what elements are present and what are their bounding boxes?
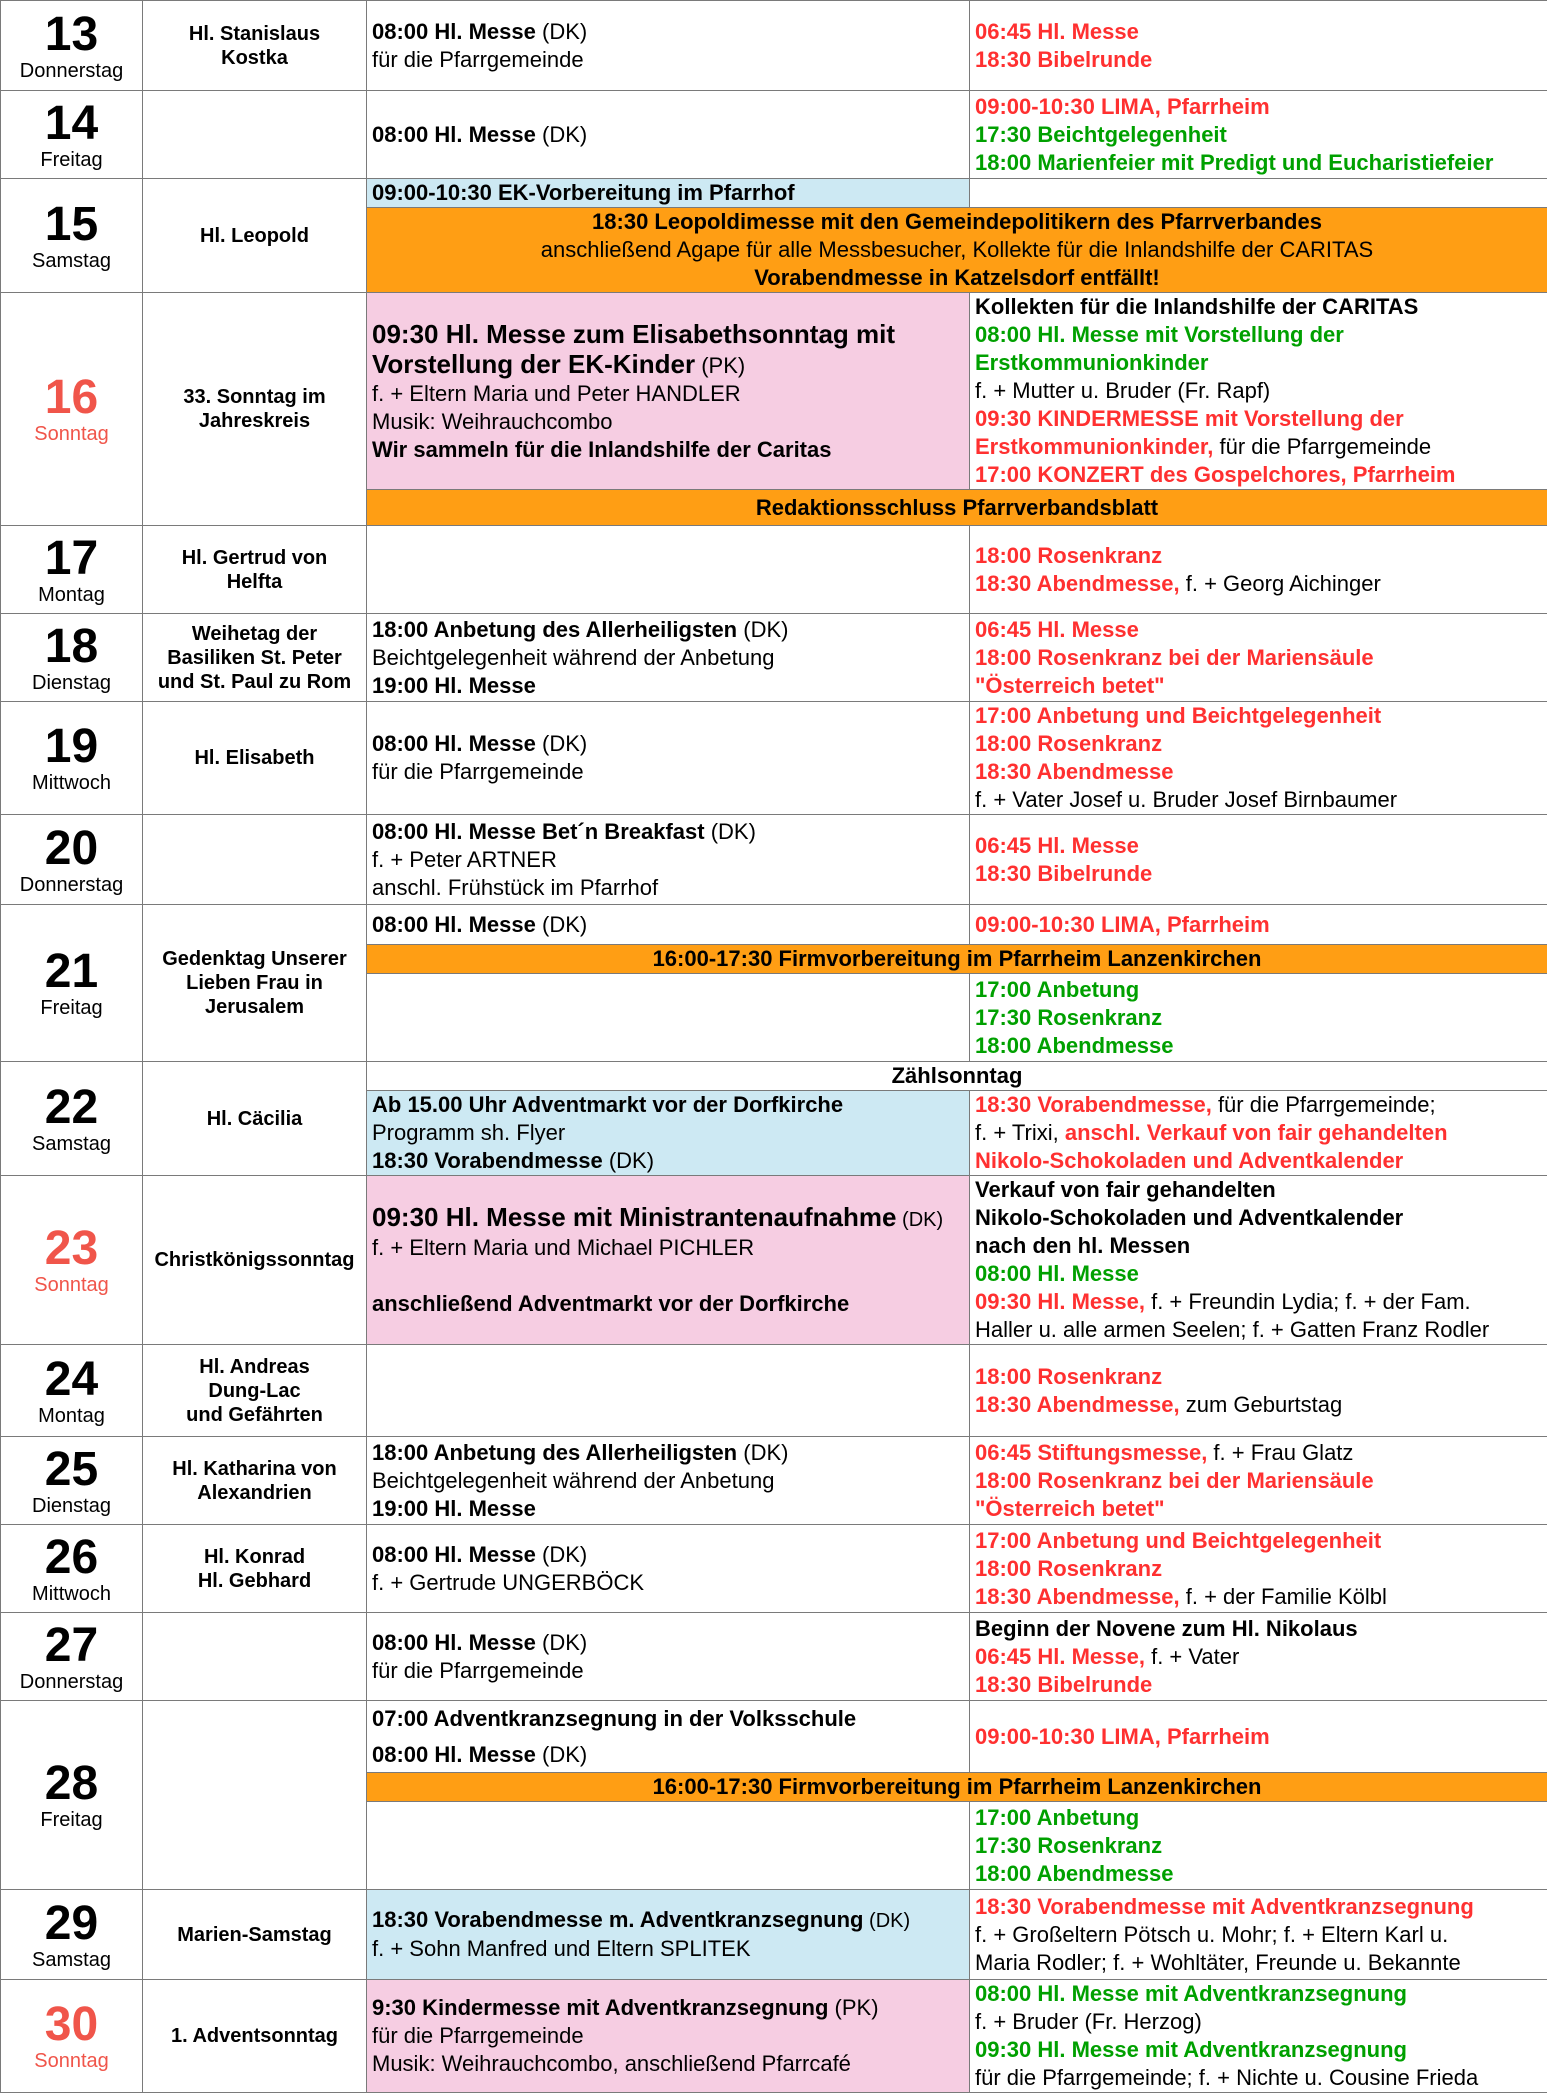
weekday: Samstag [1,250,142,272]
day-number: 21 [1,947,142,997]
entry: 08:00 Hl. Messe (DK) [372,1629,964,1657]
entry: nach den hl. Messen [975,1232,1542,1260]
entry: 18:30 Bibelrunde [975,46,1542,74]
entry: Musik: Weihrauchcombo [372,408,964,436]
day-number: 23 [1,1224,142,1274]
entry: 18:30 Bibelrunde [975,1671,1542,1699]
entry: 18:30 Vorabendmesse m. Adventkranzsegnung (DK) [372,1906,964,1935]
katzelsdorf-cell [970,179,1547,208]
date-cell [1,1613,143,1701]
weekday: Montag [1,1405,142,1427]
entry: 9:30 Kindermesse mit Adventkranzsegnung (PK) [372,1994,964,2022]
feast-line: Helfta [145,570,364,594]
katzelsdorf-cell [970,1176,1547,1345]
entry: 18:30 Abendmesse, zum Geburtstag [975,1391,1542,1419]
katzelsdorf-cell [970,1345,1547,1437]
entry: 07:00 Adventkranzsegnung in der Volksschule [372,1705,964,1733]
entry: 18:00 Rosenkranz bei der Mariensäule [975,1467,1542,1495]
shared-event-cell [367,1062,1547,1091]
date-cell [1,1345,143,1437]
entry: 18:00 Rosenkranz [975,1555,1542,1583]
weekday: Donnerstag [1,1671,142,1693]
entry: Redaktionsschluss Pfarrverbandsblatt [372,494,1542,522]
feast-line: und St. Paul zu Rom [145,670,364,694]
feast-line: Kostka [145,46,364,70]
lanzenkirchen-cell [367,702,970,815]
row-24 [1,1345,1547,1437]
entry: Vorabendmesse in Katzelsdorf entfällt! [372,264,1542,292]
katzelsdorf-cell [970,293,1547,490]
entry: 09:30 Hl. Messe, f. + Freundin Lydia; f. + der Fam. [975,1288,1542,1316]
feast-line: Alexandrien [145,1481,364,1505]
day-number: 16 [1,373,142,423]
weekday: Sonntag [1,2050,142,2072]
entry: 06:45 Hl. Messe [975,616,1542,644]
day-number: 14 [1,99,142,149]
entry: 18:00 Rosenkranz [975,542,1542,570]
weekday: Mittwoch [1,1583,142,1605]
entry: Maria Rodler; f. + Wohltäter, Freunde u. Bekannte [975,1949,1542,1977]
feast-line: Jahreskreis [145,409,364,433]
row-30 [1,1980,1547,2093]
date-cell [1,293,143,526]
feast-cell [143,1437,367,1525]
row-27 [1,1613,1547,1701]
day-number: 13 [1,10,142,60]
katzelsdorf-cell [970,614,1547,702]
feast-line: Hl. Andreas [145,1355,364,1379]
entry: für die Pfarrgemeinde [372,758,964,786]
entry: 18:30 Leopoldimesse mit den Gemeindepolitikern des Pfarrverbandes [372,208,1542,236]
date-cell [1,1176,143,1345]
date-cell [1,526,143,614]
entry: 16:00-17:30 Firmvorbereitung im Pfarrheim Lanzenkirchen [372,945,1542,973]
lanzenkirchen-cell [367,905,970,945]
entry: Erstkommunionkinder [975,349,1542,377]
date-cell [1,179,143,293]
entry: Beichtgelegenheit während der Anbetung [372,644,964,672]
katzelsdorf-cell [970,1701,1547,1773]
lanzenkirchen-cell [367,1525,970,1613]
day-number: 28 [1,1759,142,1809]
day-number: 18 [1,622,142,672]
entry: 09:30 Hl. Messe zum Elisabethsonntag mit [372,319,964,349]
entry: anschl. Frühstück im Pfarrhof [372,874,964,902]
entry: Musik: Weihrauchcombo, anschließend Pfarrcafé [372,2050,964,2078]
entry: 18:00 Anbetung des Allerheiligsten (DK) [372,1439,964,1467]
entry: 18:30 Abendmesse, f. + Georg Aichinger [975,570,1542,598]
lanzenkirchen-cell [367,1091,970,1176]
feast-line: Gedenktag Unserer [145,947,364,971]
entry: 09:00-10:30 LIMA, Pfarrheim [975,1723,1542,1751]
date-cell [1,1701,143,1890]
entry: Verkauf von fair gehandelten [975,1176,1542,1204]
row-19 [1,702,1547,815]
katzelsdorf-cell [970,1802,1547,1890]
row-18 [1,614,1547,702]
lanzenkirchen-cell [367,1345,970,1437]
day-number: 19 [1,722,142,772]
date-cell [1,1525,143,1613]
katzelsdorf-cell [970,815,1547,905]
date-cell [1,1980,143,2093]
weekday: Donnerstag [1,60,142,82]
feast-cell [143,1345,367,1437]
row-25 [1,1437,1547,1525]
entry: für die Pfarrgemeinde [372,2022,964,2050]
entry: 17:30 Rosenkranz [975,1004,1542,1032]
feast-line: Hl. Gertrud von [145,546,364,570]
entry: 06:45 Hl. Messe [975,832,1542,860]
entry: f. + Peter ARTNER [372,846,964,874]
entry: anschließend Agape für alle Messbesucher, Kollekte für die Inlandshilfe der CARITAS [372,236,1542,264]
katzelsdorf-cell [970,1890,1547,1980]
weekday: Donnerstag [1,874,142,896]
entry: f. + Sohn Manfred und Eltern SPLITEK [372,1935,964,1963]
entry: 18:30 Vorabendmesse (DK) [372,1147,964,1175]
feast-line: Hl. Leopold [145,224,364,248]
feast-cell [143,1701,367,1890]
entry: 17:00 Anbetung und Beichtgelegenheit [975,1527,1542,1555]
day-number: 25 [1,1445,142,1495]
lanzenkirchen-cell [367,1701,970,1773]
weekday: Samstag [1,1133,142,1155]
feast-cell [143,1,367,91]
entry: 17:00 Anbetung [975,976,1542,1004]
row-20 [1,815,1547,905]
feast-cell [143,1890,367,1980]
row-17 [1,526,1547,614]
feast-line: 1. Adventsonntag [145,2024,364,2048]
row-23 [1,1176,1547,1345]
entry: 09:00-10:30 EK-Vorbereitung im Pfarrhof [372,179,964,207]
weekday: Montag [1,584,142,606]
lanzenkirchen-cell [367,614,970,702]
entry: Vorstellung der EK-Kinder (PK) [372,349,964,380]
feast-cell [143,91,367,179]
day-number: 20 [1,824,142,874]
weekday: Freitag [1,997,142,1019]
date-cell [1,1062,143,1176]
entry: f. + Bruder (Fr. Herzog) [975,2008,1542,2036]
entry: 17:30 Rosenkranz [975,1832,1542,1860]
entry: 06:45 Hl. Messe, f. + Vater [975,1643,1542,1671]
entry: 08:00 Hl. Messe (DK) [372,911,964,939]
entry: 08:00 Hl. Messe (DK) [372,121,964,149]
feast-cell [143,526,367,614]
day-number: 27 [1,1621,142,1671]
entry: 18:30 Bibelrunde [975,860,1542,888]
entry: 18:00 Rosenkranz [975,730,1542,758]
lanzenkirchen-cell [367,1890,970,1980]
feast-cell [143,815,367,905]
feast-line: Hl. Stanislaus [145,22,364,46]
entry: 08:00 Hl. Messe (DK) [372,1541,964,1569]
row-22a [1,1062,1547,1091]
entry: Zählsonntag [372,1062,1542,1090]
entry: anschließend Adventmarkt vor der Dorfkirche [372,1290,964,1318]
day-number: 15 [1,200,142,250]
entry: 18:00 Abendmesse [975,1032,1542,1060]
shared-event-cell [367,945,1547,974]
feast-cell [143,1525,367,1613]
entry: 19:00 Hl. Messe [372,1495,964,1523]
shared-event-cell [367,208,1547,293]
shared-event-cell [367,1773,1547,1802]
day-number: 24 [1,1355,142,1405]
entry: 18:00 Anbetung des Allerheiligsten (DK) [372,616,964,644]
entry: 08:00 Hl. Messe (DK) [372,18,964,46]
day-number: 29 [1,1899,142,1949]
weekday: Sonntag [1,423,142,445]
entry: 18:30 Abendmesse [975,758,1542,786]
shared-event-cell [367,490,1547,526]
feast-line: Hl. Katharina von [145,1457,364,1481]
lanzenkirchen-cell [367,1437,970,1525]
entry: 18:00 Rosenkranz [975,1363,1542,1391]
entry: f. + Vater Josef u. Bruder Josef Birnbaumer [975,786,1542,814]
entry: 09:30 Hl. Messe mit Ministrantenaufnahme (DK) [372,1202,964,1234]
day-number: 22 [1,1083,142,1133]
feast-line: Lieben Frau in [145,971,364,995]
date-cell [1,815,143,905]
entry: 08:00 Hl. Messe mit Adventkranzsegnung [975,1980,1542,2008]
entry: 09:30 KINDERMESSE mit Vorstellung der [975,405,1542,433]
spacer [372,1262,964,1290]
feast-cell [143,1176,367,1345]
entry: Nikolo-Schokoladen und Adventkalender [975,1204,1542,1232]
weekday: Sonntag [1,1274,142,1296]
feast-line: 33. Sonntag im [145,385,364,409]
feast-line: Marien-Samstag [145,1923,364,1947]
entry: 17:30 Beichtgelegenheit [975,121,1542,149]
entry: 06:45 Hl. Messe [975,18,1542,46]
entry: 09:30 Hl. Messe mit Adventkranzsegnung [975,2036,1542,2064]
date-cell [1,91,143,179]
katzelsdorf-cell [970,1437,1547,1525]
lanzenkirchen-cell [367,91,970,179]
entry: Programm sh. Flyer [372,1119,964,1147]
entry: Haller u. alle armen Seelen; f. + Gatten Franz Rodler [975,1316,1542,1344]
entry: 08:00 Hl. Messe (DK) [372,1741,964,1769]
lanzenkirchen-cell [367,1980,970,2093]
row-29 [1,1890,1547,1980]
entry: 18:30 Vorabendmesse, für die Pfarrgemeinde; [975,1091,1542,1119]
feast-cell [143,614,367,702]
katzelsdorf-cell [970,702,1547,815]
feast-cell [143,1062,367,1176]
feast-line: Weihetag der [145,622,364,646]
entry: f. + Eltern Maria und Peter HANDLER [372,380,964,408]
entry: Ab 15.00 Uhr Adventmarkt vor der Dorfkirche [372,1091,964,1119]
day-number: 30 [1,2000,142,2050]
row-16a [1,293,1547,490]
entry: Beginn der Novene zum Hl. Nikolaus [975,1615,1542,1643]
katzelsdorf-cell [970,1613,1547,1701]
lanzenkirchen-cell [367,293,970,490]
entry: f. + Eltern Maria und Michael PICHLER [372,1234,964,1262]
entry: 08:00 Hl. Messe Bet´n Breakfast (DK) [372,818,964,846]
lanzenkirchen-cell [367,179,970,208]
entry: f. + Trixi, anschl. Verkauf von fair gehandelten [975,1119,1542,1147]
katzelsdorf-cell [970,526,1547,614]
katzelsdorf-cell [970,1980,1547,2093]
weekday: Dienstag [1,672,142,694]
weekday: Freitag [1,1809,142,1831]
day-number: 17 [1,534,142,584]
entry: 08:00 Hl. Messe (DK) [372,730,964,758]
katzelsdorf-cell [970,905,1547,945]
entry: 18:00 Abendmesse [975,1860,1542,1888]
feast-line: Hl. Gebhard [145,1569,364,1593]
lanzenkirchen-cell [367,526,970,614]
row-26 [1,1525,1547,1613]
entry: für die Pfarrgemeinde [372,1657,964,1685]
date-cell [1,614,143,702]
feast-line: Dung-Lac [145,1379,364,1403]
entry: für die Pfarrgemeinde; f. + Nichte u. Cousine Frieda [975,2064,1542,2092]
entry: Kollekten für die Inlandshilfe der CARITAS [975,293,1542,321]
weekday: Dienstag [1,1495,142,1517]
entry: 08:00 Hl. Messe [975,1260,1542,1288]
feast-cell [143,1980,367,2093]
entry: 17:00 KONZERT des Gospelchores, Pfarrheim [975,461,1542,489]
entry: "Österreich betet" [975,672,1542,700]
katzelsdorf-cell [970,1,1547,91]
entry: f. + Großeltern Pötsch u. Mohr; f. + Eltern Karl u. [975,1921,1542,1949]
feast-line: Hl. Elisabeth [145,746,364,770]
lanzenkirchen-cell [367,1613,970,1701]
weekday: Samstag [1,1949,142,1971]
entry: Nikolo-Schokoladen und Adventkalender [975,1147,1542,1175]
feast-cell [143,1613,367,1701]
date-cell [1,1890,143,1980]
row-14 [1,91,1547,179]
entry: 17:00 Anbetung und Beichtgelegenheit [975,702,1542,730]
date-cell [1,702,143,815]
feast-cell [143,293,367,526]
entry: 06:45 Stiftungsmesse, f. + Frau Glatz [975,1439,1542,1467]
katzelsdorf-cell [970,1091,1547,1176]
entry: 08:00 Hl. Messe mit Vorstellung der [975,321,1542,349]
feast-line: Jerusalem [145,995,364,1019]
row-21a [1,905,1547,945]
feast-line: Christkönigssonntag [145,1248,364,1272]
row-13 [1,1,1547,91]
feast-line: Basiliken St. Peter [145,646,364,670]
entry: "Österreich betet" [975,1495,1542,1523]
feast-line: Hl. Konrad [145,1545,364,1569]
entry: für die Pfarrgemeinde [372,46,964,74]
katzelsdorf-cell [970,1525,1547,1613]
day-number: 26 [1,1533,142,1583]
date-cell [1,1437,143,1525]
entry: f. + Gertrude UNGERBÖCK [372,1569,964,1597]
date-cell [1,1,143,91]
entry: Erstkommunionkinder, für die Pfarrgemeinde [975,433,1542,461]
entry: 18:00 Marienfeier mit Predigt und Eucharistiefeier [975,149,1542,177]
entry: Beichtgelegenheit während der Anbetung [372,1467,964,1495]
feast-cell [143,179,367,293]
row-28a [1,1701,1547,1773]
entry: 16:00-17:30 Firmvorbereitung im Pfarrheim Lanzenkirchen [372,1773,1542,1801]
entry: 18:30 Abendmesse, f. + der Familie Kölbl [975,1583,1542,1611]
row-15a [1,179,1547,208]
entry: f. + Mutter u. Bruder (Fr. Rapf) [975,377,1542,405]
feast-line: und Gefährten [145,1403,364,1427]
weekday: Mittwoch [1,772,142,794]
entry: 18:00 Rosenkranz bei der Mariensäule [975,644,1542,672]
lanzenkirchen-cell [367,1802,970,1890]
lanzenkirchen-cell [367,1176,970,1345]
entry: 18:30 Vorabendmesse mit Adventkranzsegnung [975,1893,1542,1921]
katzelsdorf-cell [970,974,1547,1062]
entry: 09:00-10:30 LIMA, Pfarrheim [975,911,1542,939]
entry: 17:00 Anbetung [975,1804,1542,1832]
feast-cell [143,702,367,815]
lanzenkirchen-cell [367,815,970,905]
katzelsdorf-cell [970,91,1547,179]
entry: 19:00 Hl. Messe [372,672,964,700]
date-cell [1,905,143,1062]
lanzenkirchen-cell [367,974,970,1062]
entry: Wir sammeln für die Inlandshilfe der Caritas [372,436,964,464]
weekday: Freitag [1,149,142,171]
lanzenkirchen-cell [367,1,970,91]
feast-line: Hl. Cäcilia [145,1107,364,1131]
feast-cell [143,905,367,1062]
entry: 09:00-10:30 LIMA, Pfarrheim [975,93,1542,121]
